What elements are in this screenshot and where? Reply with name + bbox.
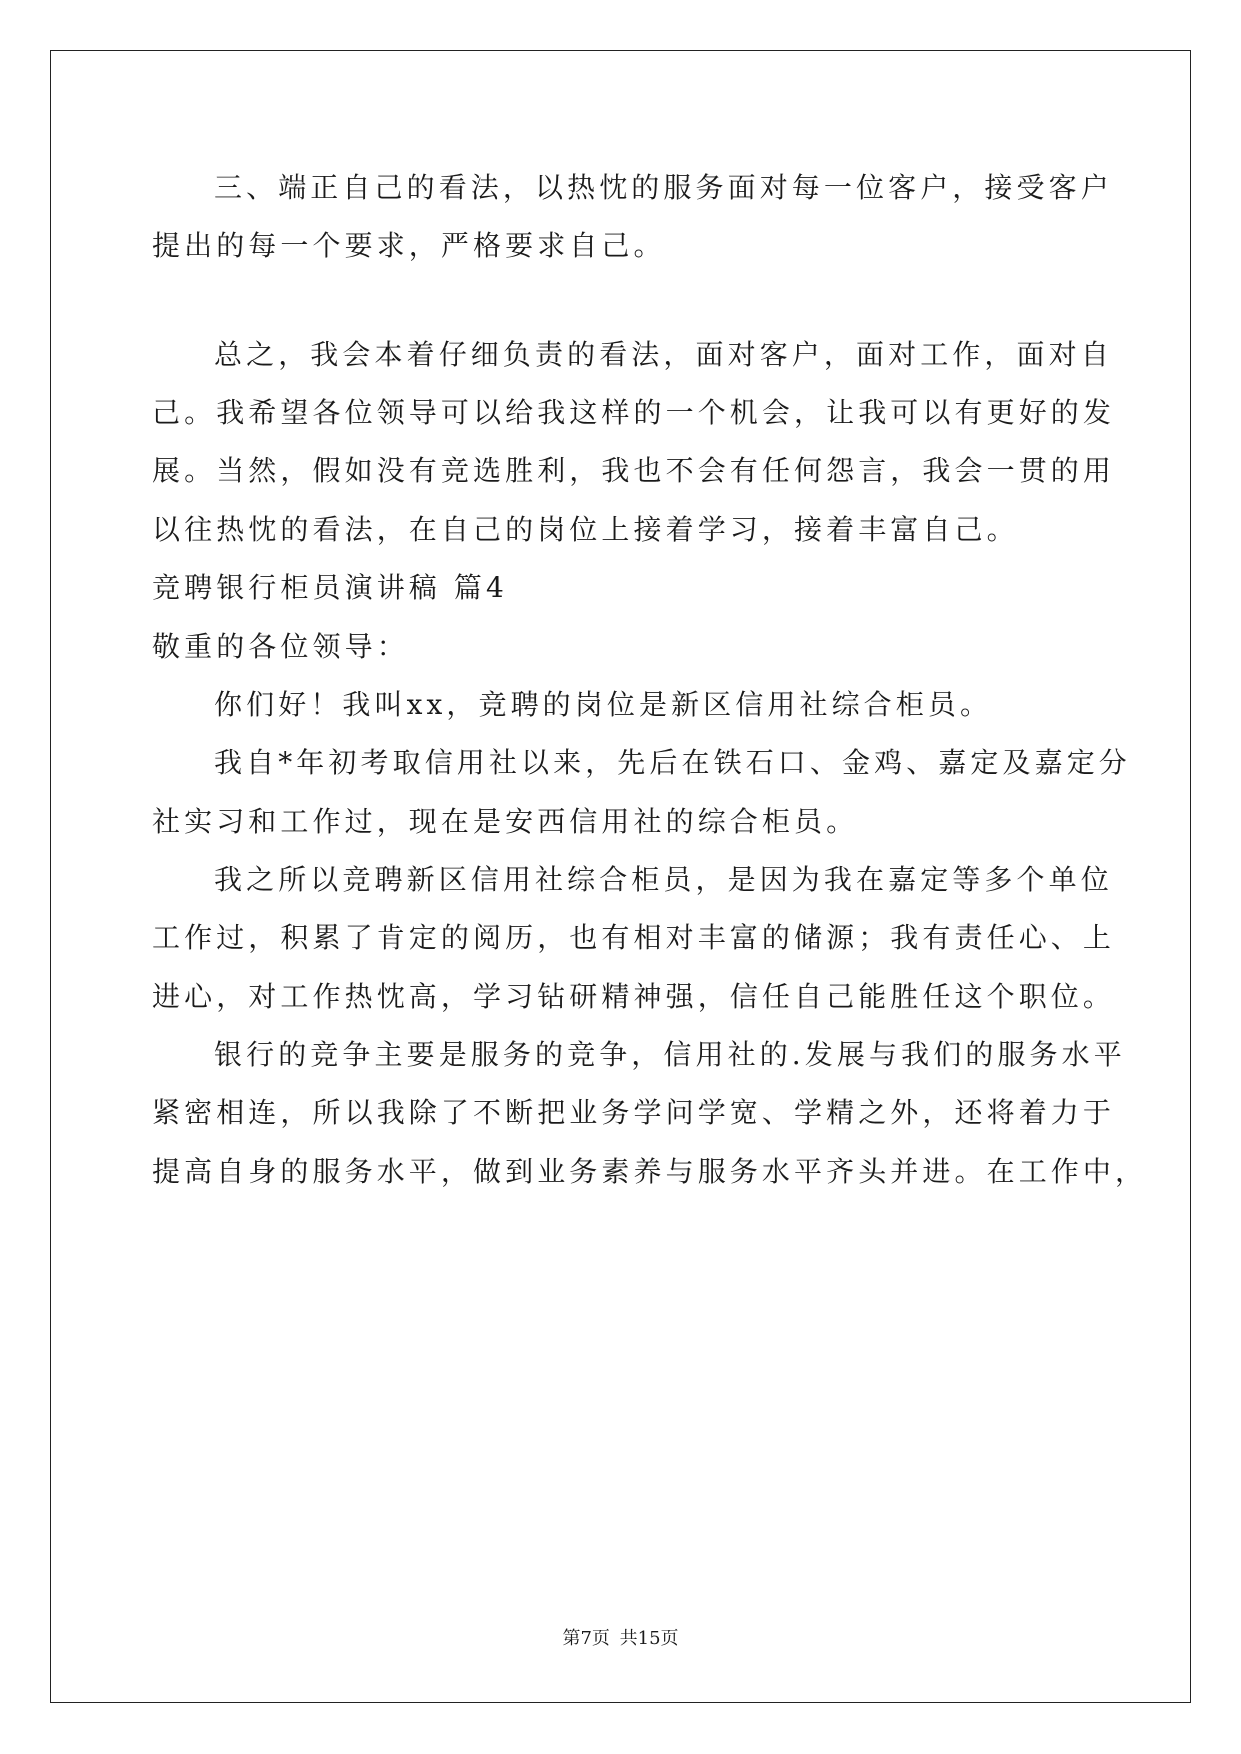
- page-number: 第7页: [562, 1628, 610, 1649]
- paragraph-line: 总之，我会本着仔细负责的看法，面对客户，面对工作，面对自: [214, 338, 1113, 371]
- paragraph-line: 三、端正自己的看法，以热忱的服务面对每一位客户，接受客户: [214, 171, 1113, 204]
- paragraph-line: 我自*年初考取信用社以来，先后在铁石口、金鸡、嘉定及嘉定分: [214, 746, 1131, 779]
- paragraph-line: 紧密相连，所以我除了不断把业务学问学宽、学精之外，还将着力于: [152, 1096, 1116, 1129]
- paragraph-line: 以往热忱的看法，在自己的岗位上接着学习，接着丰富自己。: [152, 513, 1019, 546]
- page-total: 共15页: [619, 1628, 679, 1649]
- salutation: 敬重的各位领导：: [152, 630, 409, 663]
- paragraph-line: 提高自身的服务水平，做到业务素养与服务水平齐头并进。在工作中，: [152, 1155, 1148, 1188]
- paragraph-line: 提出的每一个要求，严格要求自己。: [152, 229, 666, 262]
- paragraph-line: 银行的竞争主要是服务的竞争，信用社的.发展与我们的服务水平: [214, 1038, 1126, 1071]
- section-heading: 竞聘银行柜员演讲稿 篇4: [152, 571, 508, 604]
- paragraph-line: 进心，对工作热忱高，学习钻研精神强，信任自己能胜任这个职位。: [152, 980, 1116, 1013]
- paragraph-line: 己。我希望各位领导可以给我这样的一个机会，让我可以有更好的发: [152, 396, 1116, 429]
- page-footer: [0, 1627, 1241, 1651]
- paragraph-line: 工作过，积累了肯定的阅历，也有相对丰富的储源；我有责任心、上: [152, 921, 1116, 954]
- paragraph-line: 社实习和工作过，现在是安西信用社的综合柜员。: [152, 805, 859, 838]
- paragraph-line: 你们好！我叫xx，竞聘的岗位是新区信用社综合柜员。: [214, 688, 993, 721]
- paragraph-line: 展。当然，假如没有竞选胜利，我也不会有任何怨言，我会一贯的用: [152, 454, 1116, 487]
- paragraph-line: 我之所以竞聘新区信用社综合柜员，是因为我在嘉定等多个单位: [214, 863, 1113, 896]
